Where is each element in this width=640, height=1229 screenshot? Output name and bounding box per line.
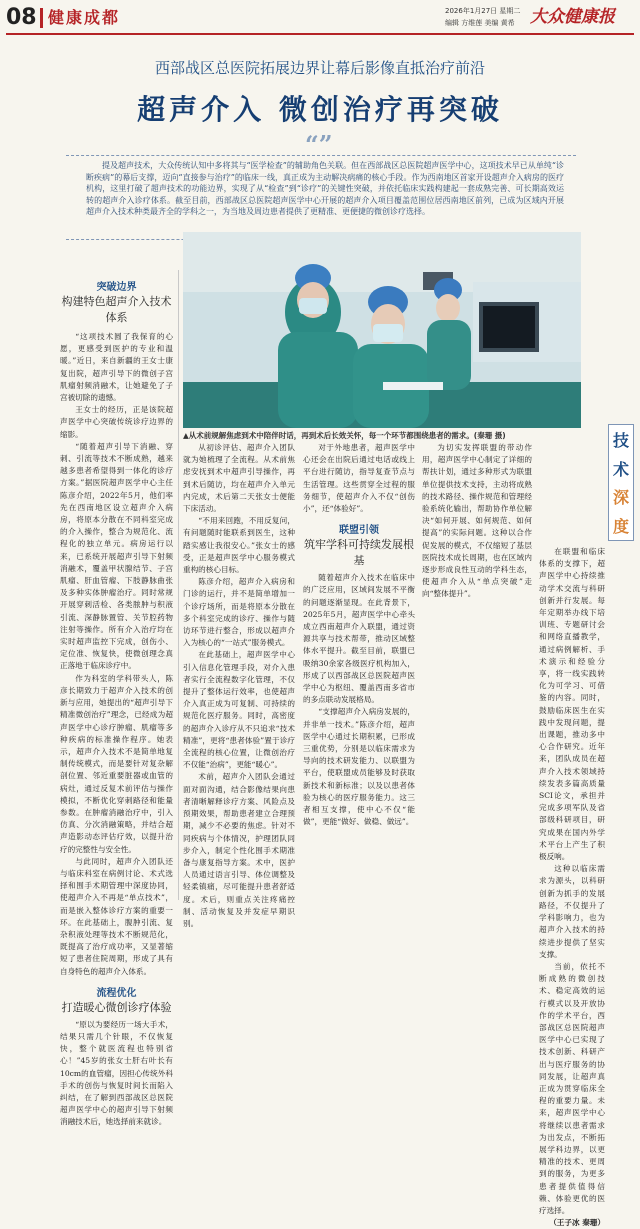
- page-number: 08: [6, 5, 37, 30]
- paragraph: 从初诊评估、超声介入团队就为她梳理了全流程。从术前焦虑安抚到术中超声引导操作，再到术后随访，均在超声介入单元内完成，术后第二天张女士便能下床活动。: [183, 443, 295, 514]
- surgery-photo: [183, 232, 581, 428]
- section3-title: 筑牢学科可持续发展根基: [304, 538, 414, 568]
- paragraph: 在联盟和临床体系的支撑下，超声医学中心持续推动学术交流与科研创新并行发展。每年定期举办线下培训班、专题研讨会和网络直播教学，通过病例解析、手术演示和经验分享，将一线实践转化为可学习、可借鉴的内容。同时，鼓励临床医生在实践中发现问题，提出课题，推动多中心合作研究。近年来，团队成员在超声介入技术领域持续发表多篇高质量SCI论文，承担并完成多项军队及省部级科研项目，研究成果在国内外学术平台上产生了积极反响。: [539, 547, 605, 862]
- paragraph: “支撑超声介入病房发展的，并非单一技术。”陈彦介绍，超声医学中心通过长期积累，已形成三重优势，分别是以临床需求为导向的技术研发能力、以联盟为平台，使联盟成员能够及时获取新技术和新标准；以及以患者体验为核心的医疗服务能力。这三者相互支撑，使中心不仅“能做”，更能“做好、做稳、做远”。: [303, 707, 415, 827]
- paragraph: 与此同时，超声介入团队还与临床科室在病例讨论、术式选择和围手术期管理中深度协同，使超声介入不再是“单点技术”，而是嵌入整体诊疗方案的重要一环。在此基础上，腹肿引流、复杂积液处理等技术不断规范化，既提高了治疗成功率，又显著缩短了患者住院周期，形成了具有自身特色的超声介入体系。: [60, 856, 173, 976]
- paragraph: 随着超声介入技术在临床中的广泛应用，区域间发展不平衡的问题逐渐显现。在此背景下，2025年5月，超声医学中心牵头成立西南超声介入联盟，通过资源共享与技术帮带，推动区域整体水平提升。截至目前，联盟已吸纳30余家各级医疗机构加入，形成了以西部战区总医院超声医学中心为枢纽、覆盖西南多省市的多点联动发展格局。: [303, 573, 415, 705]
- section-name: 健康成都: [48, 8, 121, 27]
- paragraph: “原以为要经历一场大手术，结果只需几个针眼，不仅恢复快，整个就医流程也特别省心！”45岁的张女士肝右叶长有10cm的血管瘤，因担心传统外科手术的创伤与恢复时间长而陷入纠结，在了解到西部战区总医院超声医学中心的超声引导下射频消融技术后，她选择前来就诊。: [60, 1019, 173, 1127]
- section-divider: [40, 8, 43, 28]
- column-3: [303, 442, 415, 892]
- issue-date: 2026年1月27日 星期二: [445, 7, 521, 15]
- column-5: [539, 546, 605, 1228]
- column-2: [183, 442, 295, 928]
- section2-tag: 流程优化: [96, 987, 137, 999]
- masthead-rule: [6, 33, 634, 35]
- section2-title: 打造暖心微创诊疗体验: [61, 1000, 172, 1014]
- paragraph: 对于外地患者，超声医学中心还会在出院后通过电话或线上平台进行随访，指导复查节点与生活管理。这些贯穿全过程的服务细节，使超声介入不仅“创伤小”，还“体验好”。: [303, 443, 415, 514]
- section1-title: 构建特色超声介入技术体系: [61, 295, 172, 324]
- paragraph: 陈彦介绍，超声介入病房和门诊的运行，并不是简单增加一个诊疗场所，而是将原本分散在多个科室完成的诊疗、操作与随访环节进行整合，形成以超声介入为核心的“一站式”服务模式。: [183, 577, 295, 648]
- paragraph: “随着超声引导下消融、穿刺、引流等技术不断成熟，越来越多患者希望得到一体化的诊疗方案。”据医院超声医学中心主任陈彦介绍，2022年5月，他们率先在西南地区设立超声介入病房，将原本分散在不同科室完成的介入操作，整合为规范化、流程化的独立单元。病房运行以来，已系统开展超声引导下射频消融术，覆盖甲状腺结节、子宫肌瘤、肝血管瘤、下肢静脉曲张及多种实体肿瘤治疗。同时常规开展穿刺活检、各类脓肿与积液引流、深静脉置管、关节腔药物注射等操作。所有介入治疗均在实时超声监控下完成，创伤小、定位准、恢复快，使微创理念真正落地于临床诊疗中。: [60, 441, 173, 671]
- banner-char: 术: [612, 459, 629, 479]
- issue-editors: 编辑 方维莲 美编 黄希: [445, 19, 515, 27]
- article-kicker: 西部战区总医院拓展边界让幕后影像直抵治疗前沿: [154, 59, 485, 77]
- article-lead: 提及超声技术，大众传统认知中多将其与“医学检查”的辅助角色关联。但在西部战区总医院超声医学中心，这项技术早已从单纯“诊断疾病”的幕后支撑，迈向“直接参与治疗”的临床一线，真正成为主动解决病痛的核心手段。作为西南地区首家开设超声介入病房的医疗机构，这里打破了超声技术的功能边界，实现了从“检查”到“诊疗”的关键性突破，并依托临床实践构建起一套成熟完善、可长期高效运转的超声介入诊疗体系。截至目前，西部战区总医院超声医学中心开展的超声介入项目覆盖范围位居西南地区前列，已成为区域内开展超声介入技术种类最齐全的学科之一，为当地及周边患者提供了更精准、更便捷的微创诊疗选择。: [86, 161, 564, 217]
- photo-caption: ▲从术前规解焦虑到术中陪伴时话，再到术后长效关怀，每一个环节都围绕患者的需求。(秦珊 摄): [183, 431, 506, 440]
- paragraph: 作为科室的学科带头人，陈彦长期致力于超声介入技术的创新与应用，她提出的“超声引导下精准微创治疗”理念，已经成为超声医学中心诊疗肿瘤、肌瘤等多种疾病的标准操作程序。她表示，超声介入技术不是简单地复制传统模式，而是要针对复杂解剖位置、邻近重要脏器或血管的病灶，通过反复术前评估与操作模拟，不断优化穿刺路径和能量参数。在肿瘤消融治疗中，引入仿真、分次消融策略，并结合超声造影动态评估疗效，以提升治疗的完整性与安全性。: [60, 673, 173, 854]
- column-4: [422, 442, 532, 892]
- paragraph: 王女士的经历，正是该院超声医学中心突破传统诊疗边界的缩影。: [60, 405, 173, 439]
- paragraph: 为切实发挥联盟的带动作用，超声医学中心制定了详细的帮扶计划，通过多种形式为联盟单位提供技术支持，主动将成熟的技术路径、操作规范和管理经验系统化输出，帮助协作单位解决“如何开展、如何规范、如何提高”的实际问题。这种以合作促发展的模式，不仅缩短了基层医院技术成长周期，也在区域内逐步形成良性互动的学科生态，使超声介入从“单点突破”走向“整体提升”。: [422, 443, 532, 599]
- column-divider: [178, 270, 179, 900]
- banner-char: 技: [612, 430, 629, 450]
- banner-char: 度: [612, 517, 629, 537]
- column-1: [60, 278, 173, 1127]
- paragraph: 术前，超声介入团队会通过面对面沟通，结合影像结果向患者清晰解释诊疗方案、风险点及预期效果，帮助患者建立合理预期，减少不必要的焦虑。针对不同疾病与个体情况，护理团队同步介入，制定个性化围手术期准备与康复指导方案。术中，医护人员通过语言引导、体位调整及轻柔镇痛，尽可能提升患者舒适度。术后，则重点关注疼痛控制、活动恢复及并发症早期识别。: [183, 772, 295, 928]
- topic-banner: [608, 424, 634, 541]
- paragraph: 当前，依托不断成熟的微创技术、稳定高效的运行模式以及开放协作的学术平台，西部战区总医院超声医学中心已实现了技术创新、科研产出与医疗服务的协同发展，让超声真正成为贯穿临床全程的重要力量。未来，超声医学中心将继续以患者需求为出发点，不断拓展学科边界，以更精准的技术、更周到的服务，为更多患者提供值得信赖、体验更优的医疗选择。: [539, 961, 605, 1215]
- section3-tag: 联盟引领: [339, 525, 379, 537]
- byline: （王子冰 秦珊）: [549, 1218, 605, 1228]
- banner-char: 深: [612, 488, 629, 508]
- quote-mark-icon: “”: [305, 130, 333, 159]
- section1-tag: 突破边界: [96, 282, 137, 293]
- paragraph: “这项技术圆了我保育的心愿，更感受到医护的专业和温暖。”近日，来自新疆的王女士康复出院，超声引导下的微创子宫肌瘤射频消融术，让她避免了子宫被切除的遗憾。: [60, 332, 173, 403]
- paragraph: 这种以临床需求为源头，以科研创新为抓手的发展路径，不仅提升了学科影响力，也为超声介入技术的持续进步提供了坚实支撑。: [539, 864, 605, 959]
- newspaper-logo: 大众健康报: [530, 7, 615, 27]
- article-headline: 超声介入 微创治疗再突破: [137, 93, 503, 126]
- paragraph: “不用来回跑，不用反复问，有问题随时能联系到医生，这种踏实感让我很安心。”张女士的感受，正是超声医学中心服务模式重构的核心目标。: [183, 516, 295, 575]
- paragraph: 在此基础上，超声医学中心引入信息化管理手段，对介入患者实行全流程数字化管理，不仅提升了整体运行效率，也使超声介入真正成为可复制、可持续的规范化医疗服务。同时，高密度的超声介入诊疗从不只追求“技术精准”，更将“患者体验”置于诊疗全流程的核心位置，让微创治疗不仅能“治病”，更能“暖心”。: [183, 650, 295, 770]
